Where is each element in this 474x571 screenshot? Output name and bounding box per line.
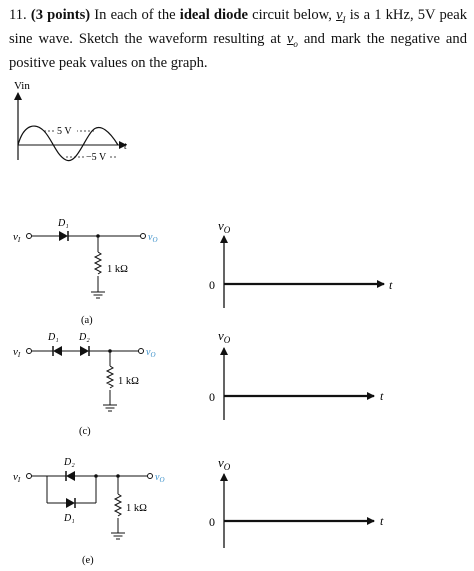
circuit-a xyxy=(13,218,158,326)
graph-c-xlabel: t xyxy=(380,389,384,403)
input-sine-plot xyxy=(14,80,127,163)
diode-d2-symbol xyxy=(80,346,89,356)
resistor-label: 1 kΩ xyxy=(126,503,147,514)
graph-c-ylabel: $v_O$ xyxy=(218,328,231,345)
vi-symbol-letter: v xyxy=(336,7,343,23)
output-terminal xyxy=(148,474,153,479)
graph-e-ylabel: $v_O$ xyxy=(218,455,231,472)
question-text-part: is a 1 kHz, 5V peak sine wave. Sketch the waveform resulting at xyxy=(9,7,468,47)
resistor-label: 1 kΩ xyxy=(118,376,139,387)
resistor-label: 1 kΩ xyxy=(107,264,128,275)
circuit-a-output-label: $v_O$ xyxy=(148,232,158,244)
circuit-c-input-label: vI xyxy=(13,346,21,359)
diode-d2-symbol xyxy=(66,471,75,481)
diode-d1-label: D₁ xyxy=(48,332,59,343)
graph-c-origin: 0 xyxy=(209,390,215,404)
ground-icon xyxy=(91,292,105,298)
input-terminal xyxy=(27,234,32,239)
circuit-e-input-label: vI xyxy=(13,471,21,484)
output-terminal xyxy=(139,349,144,354)
output-terminal xyxy=(141,234,146,239)
graph-e-origin: 0 xyxy=(209,515,215,529)
vo-symbol-letter: v xyxy=(286,30,294,47)
question-text-part: and mark the negative and positive peak values on the graph. xyxy=(9,30,467,71)
pos-peak-label: 5 V xyxy=(57,126,72,137)
graph-e-xlabel: t xyxy=(380,514,384,528)
diode-d2-label: D₂ xyxy=(64,457,75,468)
circuit-c-caption: (c) xyxy=(79,426,91,437)
circuit-c-output-label: $v_O$ xyxy=(146,347,156,359)
question-text-part: In each of the xyxy=(90,7,180,23)
vo-symbol-sub: o xyxy=(293,38,298,49)
resistor-symbol xyxy=(95,252,101,274)
question-number: 11. xyxy=(9,7,27,23)
diode-d1-symbol xyxy=(66,498,75,508)
graph-a-xlabel: t xyxy=(389,278,393,292)
resistor-symbol xyxy=(115,494,121,516)
question-text-part: circuit below, xyxy=(247,7,337,23)
circuit-e-output-label: $v_O$ xyxy=(155,472,165,484)
input-terminal xyxy=(27,349,32,354)
input-plot-xlabel: t xyxy=(124,141,127,152)
vi-symbol-sub: I xyxy=(342,14,346,25)
ground-icon xyxy=(103,405,117,411)
resistor-symbol xyxy=(107,366,113,388)
ground-icon xyxy=(111,533,125,539)
diode-d1-label: D₁ xyxy=(64,513,75,524)
answer-graph-c xyxy=(209,328,384,420)
diode-d2-label: D₂ xyxy=(79,332,90,343)
circuit-e-caption: (e) xyxy=(82,555,94,566)
neg-peak-label: −5 V xyxy=(86,152,107,163)
diode-d1-symbol xyxy=(53,346,62,356)
graph-a-origin: 0 xyxy=(209,278,215,292)
diode-d1-symbol xyxy=(59,231,68,241)
circuit-a-input-label: vI xyxy=(13,231,21,244)
input-terminal xyxy=(27,474,32,479)
graph-a-ylabel: $v_O$ xyxy=(218,218,231,235)
answer-graph-a xyxy=(209,218,393,308)
bold-phrase: ideal diode xyxy=(179,7,248,23)
diode-d1-label: D₁ xyxy=(58,218,69,229)
junction-dot xyxy=(94,474,98,478)
circuit-a-caption: (a) xyxy=(81,315,93,326)
question-points: (3 points) xyxy=(30,7,91,23)
input-plot-ylabel: Vin xyxy=(14,80,30,92)
answer-graph-e xyxy=(209,455,384,548)
circuit-c xyxy=(13,332,156,437)
circuit-e xyxy=(13,457,165,566)
